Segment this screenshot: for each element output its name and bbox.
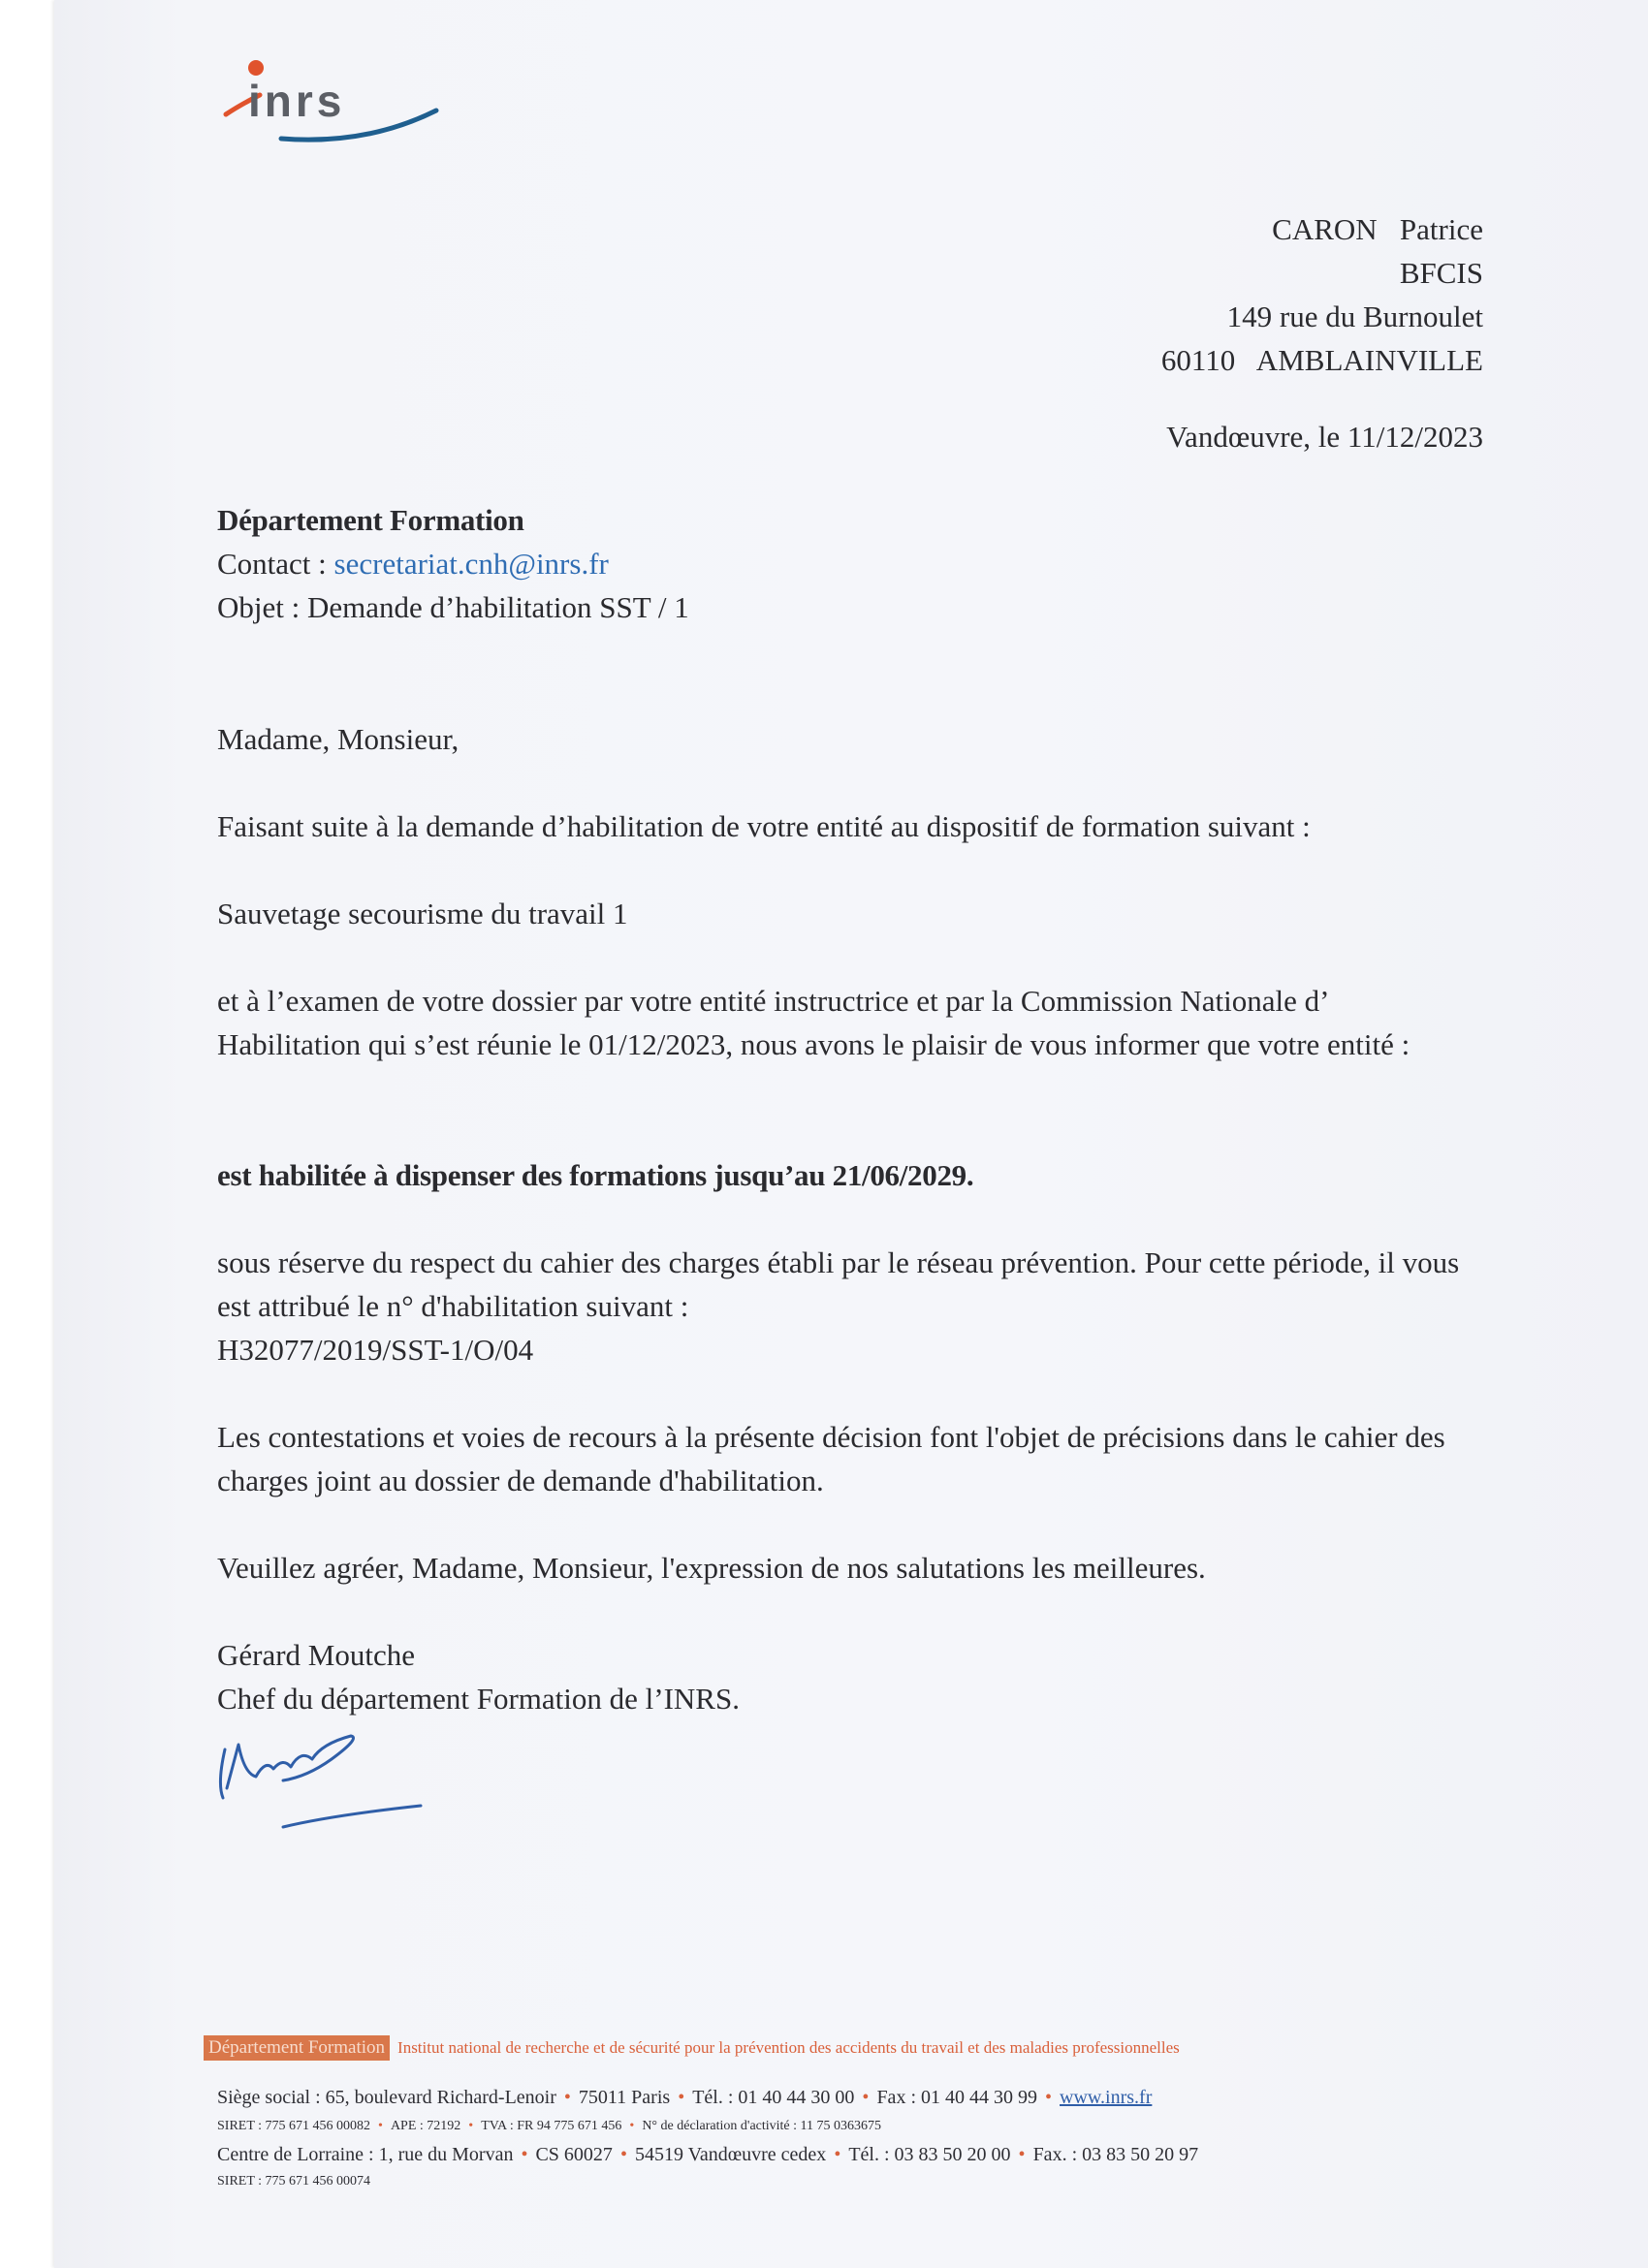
body-paragraph-5 — [217, 1241, 1477, 1371]
footer-declaration: N° de déclaration d'activité : 11 75 0363675 — [642, 2119, 882, 2133]
footer-ape: APE : 72192 — [390, 2119, 461, 2133]
footer-institut: Institut national de recherche et de sécurité pour la prévention des accidents du travail et des maladies professionnelles — [397, 2038, 1180, 2057]
footer-cs: CS 60027 — [535, 2144, 613, 2165]
accreditation-statement: est habilitée à dispenser des formations jusqu’au 21/06/2029. — [217, 1158, 974, 1192]
footer-line-3: Centre de Lorraine : 1, rue du Morvan • CS 60027 • 54519 Vandœuvre cedex • Tél. : 03 83 50 20 00 • Fax. : 03 83 50 20 97 — [217, 2144, 1199, 2165]
recipient-name: CARON Patrice — [1272, 212, 1483, 246]
footer-tva: TVA : FR 94 775 671 456 — [481, 2119, 622, 2133]
recipient-address — [1161, 207, 1483, 382]
footer-tel-2: Tél. : 03 83 50 20 00 — [848, 2144, 1011, 2165]
footer-siege: Siège social : 65, boulevard Richard-Lenoir — [217, 2087, 556, 2108]
training-name: Sauvetage secourisme du travail 1 — [217, 897, 628, 930]
footer-line-1: Siège social : 65, boulevard Richard-Lenoir • 75011 Paris • Tél. : 01 40 44 30 00 • Fax : 01 40 44 30 99 • www.inrs.fr — [217, 2087, 1153, 2108]
footer-line-2: SIRET : 775 671 456 00082 • APE : 72192 • TVA : FR 94 775 671 456 • N° de déclaration d'activité : 11 75 0363675 — [217, 2119, 882, 2133]
letter-subject: Objet : Demande d’habilitation SST / 1 — [217, 590, 689, 624]
footer-vandoeuvre: 54519 Vandœuvre cedex — [634, 2144, 827, 2165]
signatory-name: Gérard Moutche — [217, 1638, 415, 1672]
sender-contact — [217, 542, 609, 585]
website-link[interactable]: www.inrs.fr — [1060, 2087, 1153, 2108]
signatory-title: Chef du département Formation de l’INRS. — [217, 1682, 740, 1716]
footer-siret-1: SIRET : 775 671 456 00082 — [217, 2119, 371, 2133]
salutation: Madame, Monsieur, — [217, 722, 460, 756]
footer-dept-tag: Département Formation — [204, 2035, 390, 2061]
recipient-street: 149 rue du Burnoulet — [1226, 299, 1483, 333]
contact-label: Contact : — [217, 547, 334, 581]
letter-date: Vandœuvre, le 11/12/2023 — [1166, 420, 1483, 454]
accreditation-number: H32077/2019/SST-1/O/04 — [217, 1333, 534, 1367]
signatory — [217, 1633, 740, 1720]
body-paragraph-6: Les contestations et voies de recours à la présente décision font l'objet de précisions dans le cahier des charges joint au dossier de demande d'habilitation. — [217, 1420, 1445, 1497]
recipient-city: 60110 AMBLAINVILLE — [1160, 343, 1483, 377]
logo-text: inrs — [248, 76, 346, 126]
inrs-logo — [221, 56, 444, 149]
footer-lorraine: Centre de Lorraine : 1, rue du Morvan — [217, 2144, 514, 2165]
body-paragraph-3: et à l’examen de votre dossier par votre entité instructrice et par la Commission Nationale d’ Habilitation qui s’est réunie le 01/12/2023, nous avons le plaisir de vous informer que votre entité : — [217, 984, 1410, 1061]
closing: Veuillez agréer, Madame, Monsieur, l'expression de nos salutations les meilleures. — [217, 1551, 1206, 1585]
contact-email-link[interactable]: secretariat.cnh@inrs.fr — [333, 547, 609, 581]
body-paragraph-1: Faisant suite à la demande d’habilitation de votre entité au dispositif de formation suivant : — [217, 809, 1311, 843]
footer-paris: 75011 Paris — [578, 2087, 671, 2108]
footer-fax-2: Fax. : 03 83 50 20 97 — [1032, 2144, 1199, 2165]
footer-siret-2: SIRET : 775 671 456 00074 — [217, 2174, 371, 2189]
footer-band — [204, 2033, 1180, 2063]
recipient-company: BFCIS — [1399, 256, 1483, 290]
handwritten-signature — [215, 1730, 438, 1842]
footer-tel: Tél. : 01 40 44 30 00 — [692, 2087, 855, 2108]
footer-fax: Fax : 01 40 44 30 99 — [876, 2087, 1037, 2108]
sender-department: Département Formation — [217, 503, 524, 537]
reserve-text: sous réserve du respect du cahier des charges établi par le réseau prévention. Pour cette période, il vous est attribué le n° d'habilitation suivant : — [217, 1245, 1460, 1323]
